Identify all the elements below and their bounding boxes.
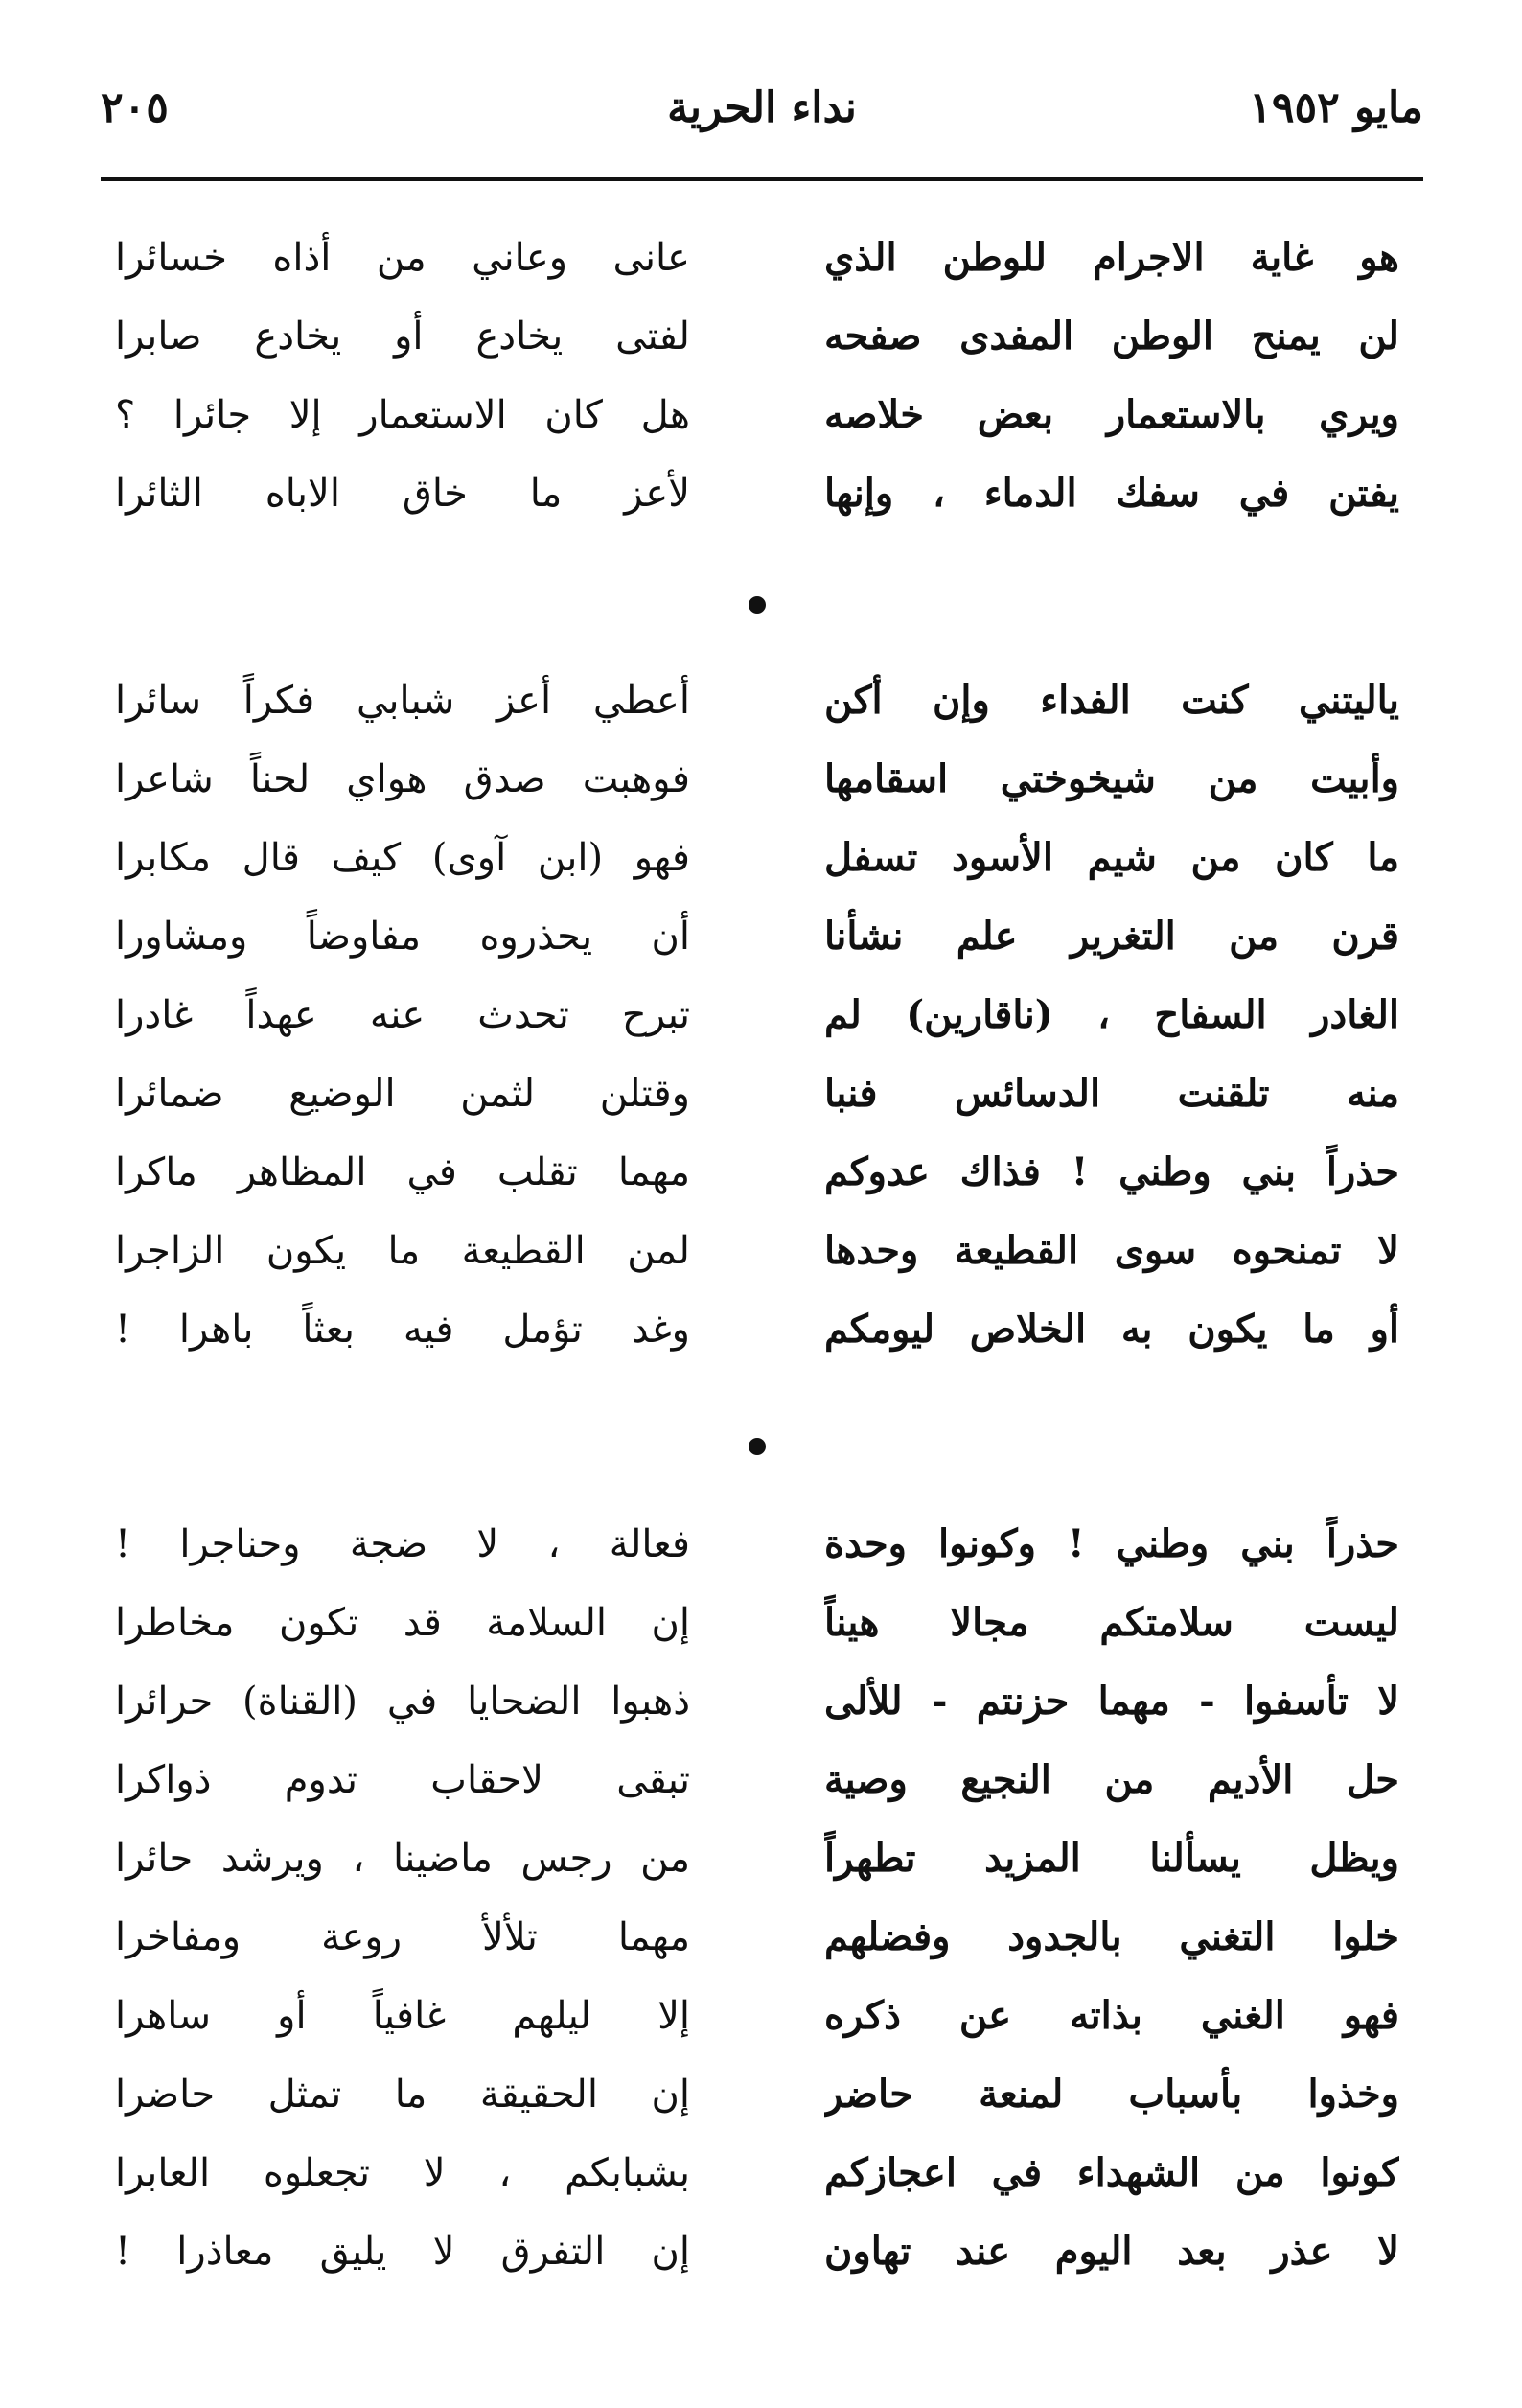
verse-line: حذراً بني وطني ! فذاك عدوكم	[824, 1149, 1399, 1194]
stanza-separator-dot	[749, 1438, 766, 1455]
issue-date: مايو ١٩٥٢	[1249, 83, 1423, 132]
verse-line: عانى وعاني من أذاه خسائرا	[115, 236, 690, 280]
verse-line: فهو الغني بذاته عن ذكره	[824, 1993, 1399, 2038]
verse-line: أعطي أعز شبابي فكراً سائرا	[115, 679, 690, 723]
stanza-3-second-hemistichs	[115, 1505, 690, 2291]
stanza-3-first-hemistichs	[824, 1505, 1399, 2291]
verse-line: وخذوا بأسباب لمنعة حاضر	[824, 2072, 1399, 2117]
verse-line: وغد تؤمل فيه بعثاً باهرا !	[115, 1308, 690, 1352]
verse-line: ذهبوا الضحايا في (القناة) حرائرا	[115, 1679, 690, 1724]
verse-line: حذراً بني وطني ! وكونوا وحدة	[824, 1521, 1399, 1566]
verse-line: إلا ليلهم غافياً أو ساهرا	[115, 1994, 690, 2038]
verse-line: ياليتني كنت الفداء وإن أكن	[824, 678, 1399, 723]
verse-line: بشبابكم ، لا تجعلوه العابرا	[115, 2151, 690, 2195]
verse-line: أو ما يكون به الخلاص ليومكم	[824, 1307, 1399, 1352]
page-number: ٢٠٥	[101, 83, 169, 132]
verse-line: هل كان الاستعمار إلا جائرا ؟	[115, 393, 690, 437]
verse-line: تبقى لاحقاب تدوم ذواكرا	[115, 1758, 690, 1802]
verse-line: قرن من التغرير علم نشأنا	[824, 914, 1399, 959]
verse-line: كونوا من الشهداء في اعجازكم	[824, 2150, 1399, 2195]
publication-title: نداء الحرية	[667, 83, 857, 132]
page-header	[101, 75, 1423, 142]
verse-line: لن يمنح الوطن المفدى صفحه	[824, 313, 1399, 359]
verse-line: ليست سلامتكم مجالا هيناً	[824, 1600, 1399, 1645]
stanza-separator-dot	[749, 596, 766, 614]
verse-line: الغادر السفاح ، (ناقارين) لم	[824, 992, 1399, 1037]
verse-line: من رجس ماضينا ، ويرشد حائرا	[115, 1837, 690, 1881]
verse-line: لمن القطيعة ما يكون الزاجرا	[115, 1229, 690, 1273]
verse-line: ويظل يسألنا المزيد تطهراً	[824, 1836, 1399, 1881]
verse-line: فهو (ابن آوى) كيف قال مكابرا	[115, 836, 690, 880]
verse-line: منه تلقنت الدسائس فنبا	[824, 1071, 1399, 1116]
verse-line: إن الحقيقة ما تمثل حاضرا	[115, 2072, 690, 2117]
verse-line: يفتن في سفك الدماء ، وإنها	[824, 471, 1399, 516]
verse-line: فعالة ، لا ضجة وحناجرا !	[115, 1522, 690, 1566]
verse-line: إن السلامة قد تكون مخاطرا	[115, 1601, 690, 1645]
stanza-2-first-hemistichs	[824, 661, 1399, 1369]
verse-line: ويري بالاستعمار بعض خلاصه	[824, 392, 1399, 437]
verse-line: حل الأديم من النجيع وصية	[824, 1757, 1399, 1802]
verse-line: إن التفرق لا يليق معاذرا !	[115, 2230, 690, 2274]
verse-line: لا عذر بعد اليوم عند تهاون	[824, 2229, 1399, 2274]
stanza-2-second-hemistichs	[115, 661, 690, 1369]
verse-line: فوهبت صدق هواي لحناً شاعرا	[115, 757, 690, 801]
verse-line: لأعز ما خاق الاباه الثائرا	[115, 472, 690, 516]
verse-line: وأبيت من شيخوختي اسقامها	[824, 756, 1399, 801]
verse-line: خلوا التغني بالجدود وفضلهم	[824, 1914, 1399, 1959]
verse-line: لا تأسفوا - مهما حزنتم - للألى	[824, 1679, 1399, 1724]
verse-line: مهما تقلب في المظاهر ماكرا	[115, 1150, 690, 1194]
verse-line: لفتى يخادع أو يخادع صابرا	[115, 314, 690, 359]
verse-line: تبرح تحدث عنه عهداً غادرا	[115, 993, 690, 1037]
header-rule	[101, 177, 1423, 181]
verse-line: ما كان من شيم الأسود تسفل	[824, 835, 1399, 880]
verse-line: مهما تلألأ روعة ومفاخرا	[115, 1915, 690, 1959]
stanza-1-second-hemistichs	[115, 219, 690, 533]
verse-line: أن يحذروه مفاوضاً ومشاورا	[115, 915, 690, 959]
verse-line: هو غاية الاجرام للوطن الذي	[824, 235, 1399, 280]
verse-line: لا تمنحوه سوى القطيعة وحدها	[824, 1228, 1399, 1273]
verse-line: وقتلن لثمن الوضيع ضمائرا	[115, 1072, 690, 1116]
stanza-1-first-hemistichs	[824, 219, 1399, 533]
